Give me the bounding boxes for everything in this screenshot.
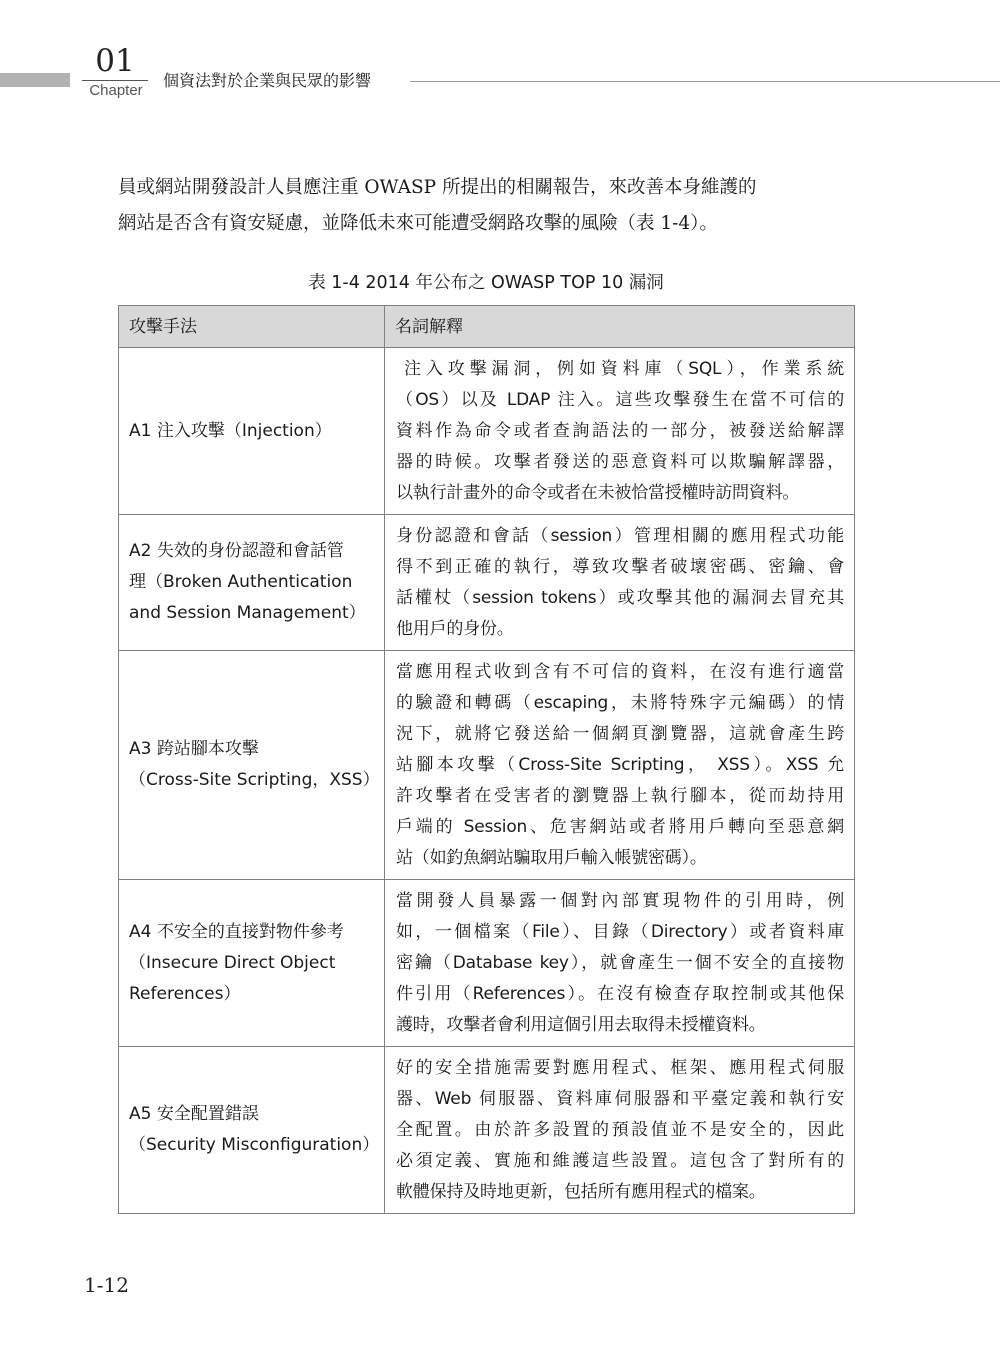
attack-line: 理（Broken Authentication — [129, 572, 353, 592]
attack-cell — [119, 515, 385, 651]
table-header-row — [119, 306, 855, 348]
description-line: 件引用（References）。在沒有檢查存取控制或其他保 — [396, 983, 844, 1004]
header-rule — [410, 81, 1000, 82]
attack-line: A1 注入攻擊（Injection） — [129, 420, 332, 441]
description-line: 器的時候。攻擊者發送的惡意資料可以欺騙解譯器， — [396, 451, 844, 472]
header-attack-method: 攻擊手法 — [119, 306, 385, 348]
description-cell — [385, 348, 855, 515]
description-line: 況下，就將它發送給一個網頁瀏覽器，這就會產生跨 — [396, 723, 844, 744]
attack-line: A2 失效的身份認證和會話管 — [129, 541, 344, 561]
header-description: 名詞解釋 — [385, 306, 855, 348]
table-row — [119, 515, 855, 651]
description-line: 話權杖（session tokens）或攻擊其他的漏洞去冒充其 — [396, 587, 844, 608]
table-row — [119, 1047, 855, 1214]
attack-cell — [119, 880, 385, 1047]
chapter-label: Chapter — [89, 82, 143, 99]
attack-cell — [119, 348, 385, 515]
table-caption: 表 1-4 2014 年公布之 OWASP TOP 10 漏洞 — [308, 273, 664, 293]
attack-cell — [119, 651, 385, 880]
attack-line: References） — [129, 983, 241, 1004]
description-line: 軟體保持及時地更新，包括所有應用程式的檔案。 — [396, 1181, 766, 1202]
table-row — [119, 348, 855, 515]
table-row — [119, 651, 855, 880]
description-line: 必須定義、實施和維護這些設置。這包含了對所有的 — [396, 1150, 844, 1171]
description-line: 身份認證和會話（session）管理相關的應用程式功能 — [396, 525, 844, 546]
chapter-divider — [82, 80, 148, 81]
description-line: 當開發人員暴露一個對內部實現物件的引用時，例 — [396, 890, 844, 911]
owasp-table — [118, 305, 855, 1214]
description-line: 的驗證和轉碼（escaping，未將特殊字元編碼）的情 — [396, 692, 844, 713]
description-line: 護時，攻擊者會利用這個引用去取得未授權資料。 — [396, 1014, 766, 1035]
attack-line: A4 不安全的直接對物件參考 — [129, 921, 344, 942]
attack-cell — [119, 1047, 385, 1214]
description-cell — [385, 1047, 855, 1214]
attack-line: and Session Management） — [129, 603, 366, 623]
description-line: 注入攻擊漏洞，例如資料庫（SQL），作業系統 — [404, 358, 844, 379]
table-row — [119, 880, 855, 1047]
intro-line: 網站是否含有資安疑慮，並降低未來可能遭受網路攻擊的風險（表 1-4）。 — [118, 213, 718, 234]
intro-line: 員或網站開發設計人員應注重 OWASP 所提出的相關報告，來改善本身維護的 — [118, 177, 757, 198]
description-line: 好的安全措施需要對應用程式、框架、應用程式伺服 — [396, 1057, 844, 1078]
chapter-tab-bar — [0, 73, 70, 87]
chapter-title: 個資法對於企業與民眾的影響 — [163, 71, 372, 90]
description-line: 站腳本攻擊（Cross-Site Scripting， XSS）。XSS 允 — [396, 754, 844, 775]
description-line: 如，一個檔案（File）、目錄（Directory）或者資料庫 — [396, 921, 844, 942]
description-line: 資料作為命令或者查詢語法的一部分，被發送給解譯 — [396, 420, 844, 441]
description-line: 站（如釣魚網站騙取用戶輸入帳號密碼）。 — [396, 847, 707, 868]
description-cell — [385, 880, 855, 1047]
description-line: 以執行計畫外的命令或者在未被恰當授權時訪問資料。 — [396, 482, 800, 503]
attack-line: A3 跨站腳本攻擊 — [129, 739, 259, 759]
page-number: 1-12 — [84, 1273, 129, 1297]
intro-paragraph — [118, 170, 860, 242]
attack-line: （Security Misconfiguration） — [129, 1135, 380, 1155]
chapter-number: 01 — [95, 43, 135, 79]
description-line: 他用戶的身份。 — [396, 618, 514, 639]
description-line: 密鑰（Database key），就會產生一個不安全的直接物 — [396, 952, 844, 973]
attack-line: （Cross-Site Scripting，XSS） — [129, 770, 380, 790]
description-line: 戶端的 Session、危害網站或者將用戶轉向至惡意網 — [396, 816, 844, 837]
description-line: （OS）以及 LDAP 注入。這些攻擊發生在當不可信的 — [396, 389, 844, 410]
description-line: 得不到正確的執行，導致攻擊者破壞密碼、密鑰、會 — [396, 556, 844, 577]
description-line: 當應用程式收到含有不可信的資料，在沒有進行適當 — [396, 661, 844, 682]
description-cell — [385, 515, 855, 651]
attack-line: A5 安全配置錯誤 — [129, 1104, 259, 1124]
description-line: 全配置。由於許多設置的預設值並不是安全的，因此 — [396, 1119, 844, 1140]
description-line: 許攻擊者在受害者的瀏覽器上執行腳本，從而劫持用 — [396, 785, 844, 806]
description-line: 器、Web 伺服器、資料庫伺服器和平臺定義和執行安 — [396, 1088, 844, 1109]
attack-line: （Insecure Direct Object — [129, 952, 336, 973]
description-cell — [385, 651, 855, 880]
